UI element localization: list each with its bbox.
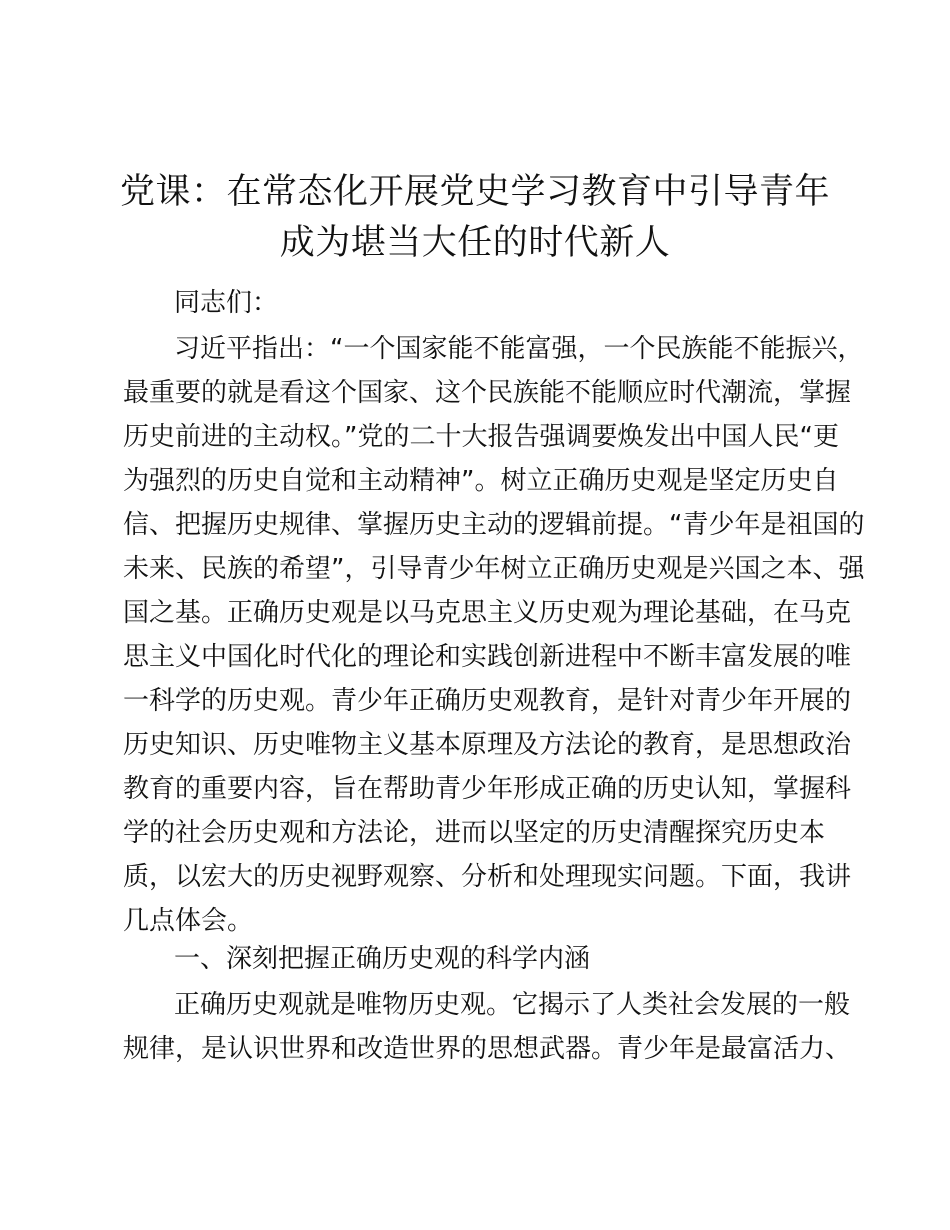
salutation: 同志们： — [174, 288, 279, 318]
paragraph-1-line: 历史知识、历史唯物主义基本原理及方法论的教育，是思想政治 — [123, 730, 852, 760]
paragraph-1-line: 信、把握历史规律、掌握历史主动的逻辑前提。“青少年是祖国的 — [123, 510, 865, 540]
paragraph-1-line: 未来、民族的希望”，引导青少年树立正确历史观是兴国之本、强 — [123, 554, 865, 584]
paragraph-1-line: 几点体会。 — [123, 906, 254, 936]
paragraph-1-line: 教育的重要内容，旨在帮助青少年形成正确的历史认知，掌握科 — [123, 774, 852, 804]
paragraph-2-line: 规律，是认识世界和改造世界的思想武器。青少年是最富活力、 — [123, 1034, 852, 1064]
paragraph-1-line: 为强烈的历史自觉和主动精神”。树立正确历史观是坚定历史自 — [123, 466, 839, 496]
paragraph-1-line: 一科学的历史观。青少年正确历史观教育，是针对青少年开展的 — [123, 686, 852, 716]
paragraph-2-line: 正确历史观就是唯物历史观。它揭示了人类社会发展的一般 — [174, 990, 851, 1020]
paragraph-1-line: 习近平指出：“一个国家能不能富强，一个民族能不能振兴， — [174, 334, 864, 364]
paragraph-1-line: 最重要的就是看这个国家、这个民族能不能顺应时代潮流，掌握 — [123, 378, 852, 408]
document-title-line-2: 成为堪当大任的时代新人 — [279, 223, 671, 263]
paragraph-1-line: 历史前进的主动权。”党的二十大报告强调要焕发出中国人民“更 — [123, 422, 839, 452]
document-title-line-1: 党课：在常态化开展党史学习教育中引导青年 — [119, 172, 830, 212]
paragraph-1-line: 学的社会历史观和方法论，进而以坚定的历史清醒探究历史本 — [123, 818, 826, 848]
paragraph-1-line: 质，以宏大的历史视野观察、分析和处理现实问题。下面，我讲 — [123, 862, 852, 892]
paragraph-1-line: 国之基。正确历史观是以马克思主义历史观为理论基础，在马克 — [123, 598, 852, 628]
paragraph-1-line: 思主义中国化时代化的理论和实践创新进程中不断丰富发展的唯 — [123, 642, 852, 672]
section-heading: 一、深刻把握正确历史观的科学内涵 — [174, 944, 591, 974]
